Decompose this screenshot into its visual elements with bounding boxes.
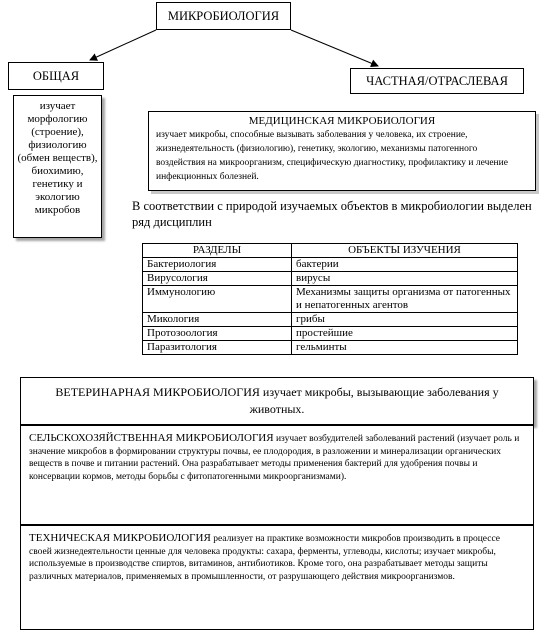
technical-title: ТЕХНИЧЕСКАЯ МИКРОБИОЛОГИЯ [29, 532, 211, 544]
arrow-to-private [291, 30, 378, 66]
technical-text: реализует на практике возможности микробов производить в процессе своей жизнедеятельности ценные для человека продукты: сахара, ферменты, углеводы, кислоты; изучает микробы, используемые в производстве спиртов, витаминов, антибиотиков. Кроме того, она разрабатывает методы защиты различных материалов, применяемых в промышленности, от разрушающего действия микроорганизмов. [29, 534, 501, 582]
veterinary-text: изучает микробы, вызывающие заболевания у животных. [249, 385, 499, 416]
table-row [143, 258, 518, 272]
medical-title: МЕДИЦИНСКАЯ МИКРОБИОЛОГИЯ [248, 115, 436, 127]
table-cell-section: Вирусология [143, 272, 292, 286]
general-label: ОБЩАЯ [32, 69, 80, 83]
veterinary-microbiology-box [20, 377, 534, 425]
general-description: изучает морфологию (строение), физиологию (обмен веществ), биохимию, генетику и экологию микробов [17, 100, 98, 216]
general-node [8, 62, 104, 90]
column-header-objects: ОБЪЕКТЫ ИЗУЧЕНИЯ [292, 244, 518, 258]
agricultural-title: СЕЛЬСКОХОЗЯЙСТВЕННАЯ МИКРОБИОЛОГИЯ [29, 432, 274, 444]
table-cell-object: вирусы [292, 272, 518, 286]
table-cell-section: Протозоология [143, 327, 292, 341]
table-cell-object: простейшие [292, 327, 518, 341]
table-cell-section: Микология [143, 313, 292, 327]
table-cell-object: бактерии [292, 258, 518, 272]
table-header-row [143, 244, 518, 258]
disciplines-table [142, 243, 518, 355]
table-cell-section: Иммунологию [143, 286, 292, 313]
table-cell-object: гельминты [292, 341, 518, 355]
private-label: ЧАСТНАЯ/ОТРАСЛЕВАЯ [366, 74, 508, 88]
agricultural-text: изучает возбудителей заболеваний растений (изучает роль и значение микробов в формировании структуры почвы, ее плодородия, в разложении и минерализации органических веществ в почве и питании растений. Она разрабатывает методы применения бактерий для удобрения почвы и консервации кормов, методы борьбы с фитопатогенными микроорганизмами). [29, 434, 520, 482]
private-node [350, 68, 524, 94]
veterinary-title: ВЕТЕРИНАРНАЯ МИКРОБИОЛОГИЯ [55, 385, 260, 399]
table-cell-object: Механизмы защиты организма от патогенных и непатогенных агентов [292, 286, 518, 313]
table-row [143, 286, 518, 313]
sections-heading: В соответствии с природой изучаемых объектов в микробиологии выделен ряд дисциплин [132, 199, 532, 229]
table-cell-section: Паразитология [143, 341, 292, 355]
arrow-to-general [90, 30, 156, 60]
technical-microbiology-box [20, 525, 534, 630]
table-cell-section: Бактериология [143, 258, 292, 272]
table-row [143, 272, 518, 286]
table-row [143, 327, 518, 341]
table-cell-object: грибы [292, 313, 518, 327]
table-row [143, 313, 518, 327]
root-label: МИКРОБИОЛОГИЯ [167, 9, 280, 23]
root-node-microbiology [156, 2, 291, 30]
column-header-sections: РАЗДЕЛЫ [143, 244, 292, 258]
agricultural-microbiology-box [20, 425, 534, 525]
medical-text: изучает микробы, способные вызывать заболевания у человека, их строение, жизнедеятельность (физиологию), генетику, экологию, механизмы патогенного воздействия на микроорганизм, специфическую диагностику, профилактику и лечение инфекционных болезней. [156, 130, 508, 182]
medical-microbiology-box [148, 111, 536, 191]
table-row [143, 341, 518, 355]
general-description-box [13, 95, 102, 238]
